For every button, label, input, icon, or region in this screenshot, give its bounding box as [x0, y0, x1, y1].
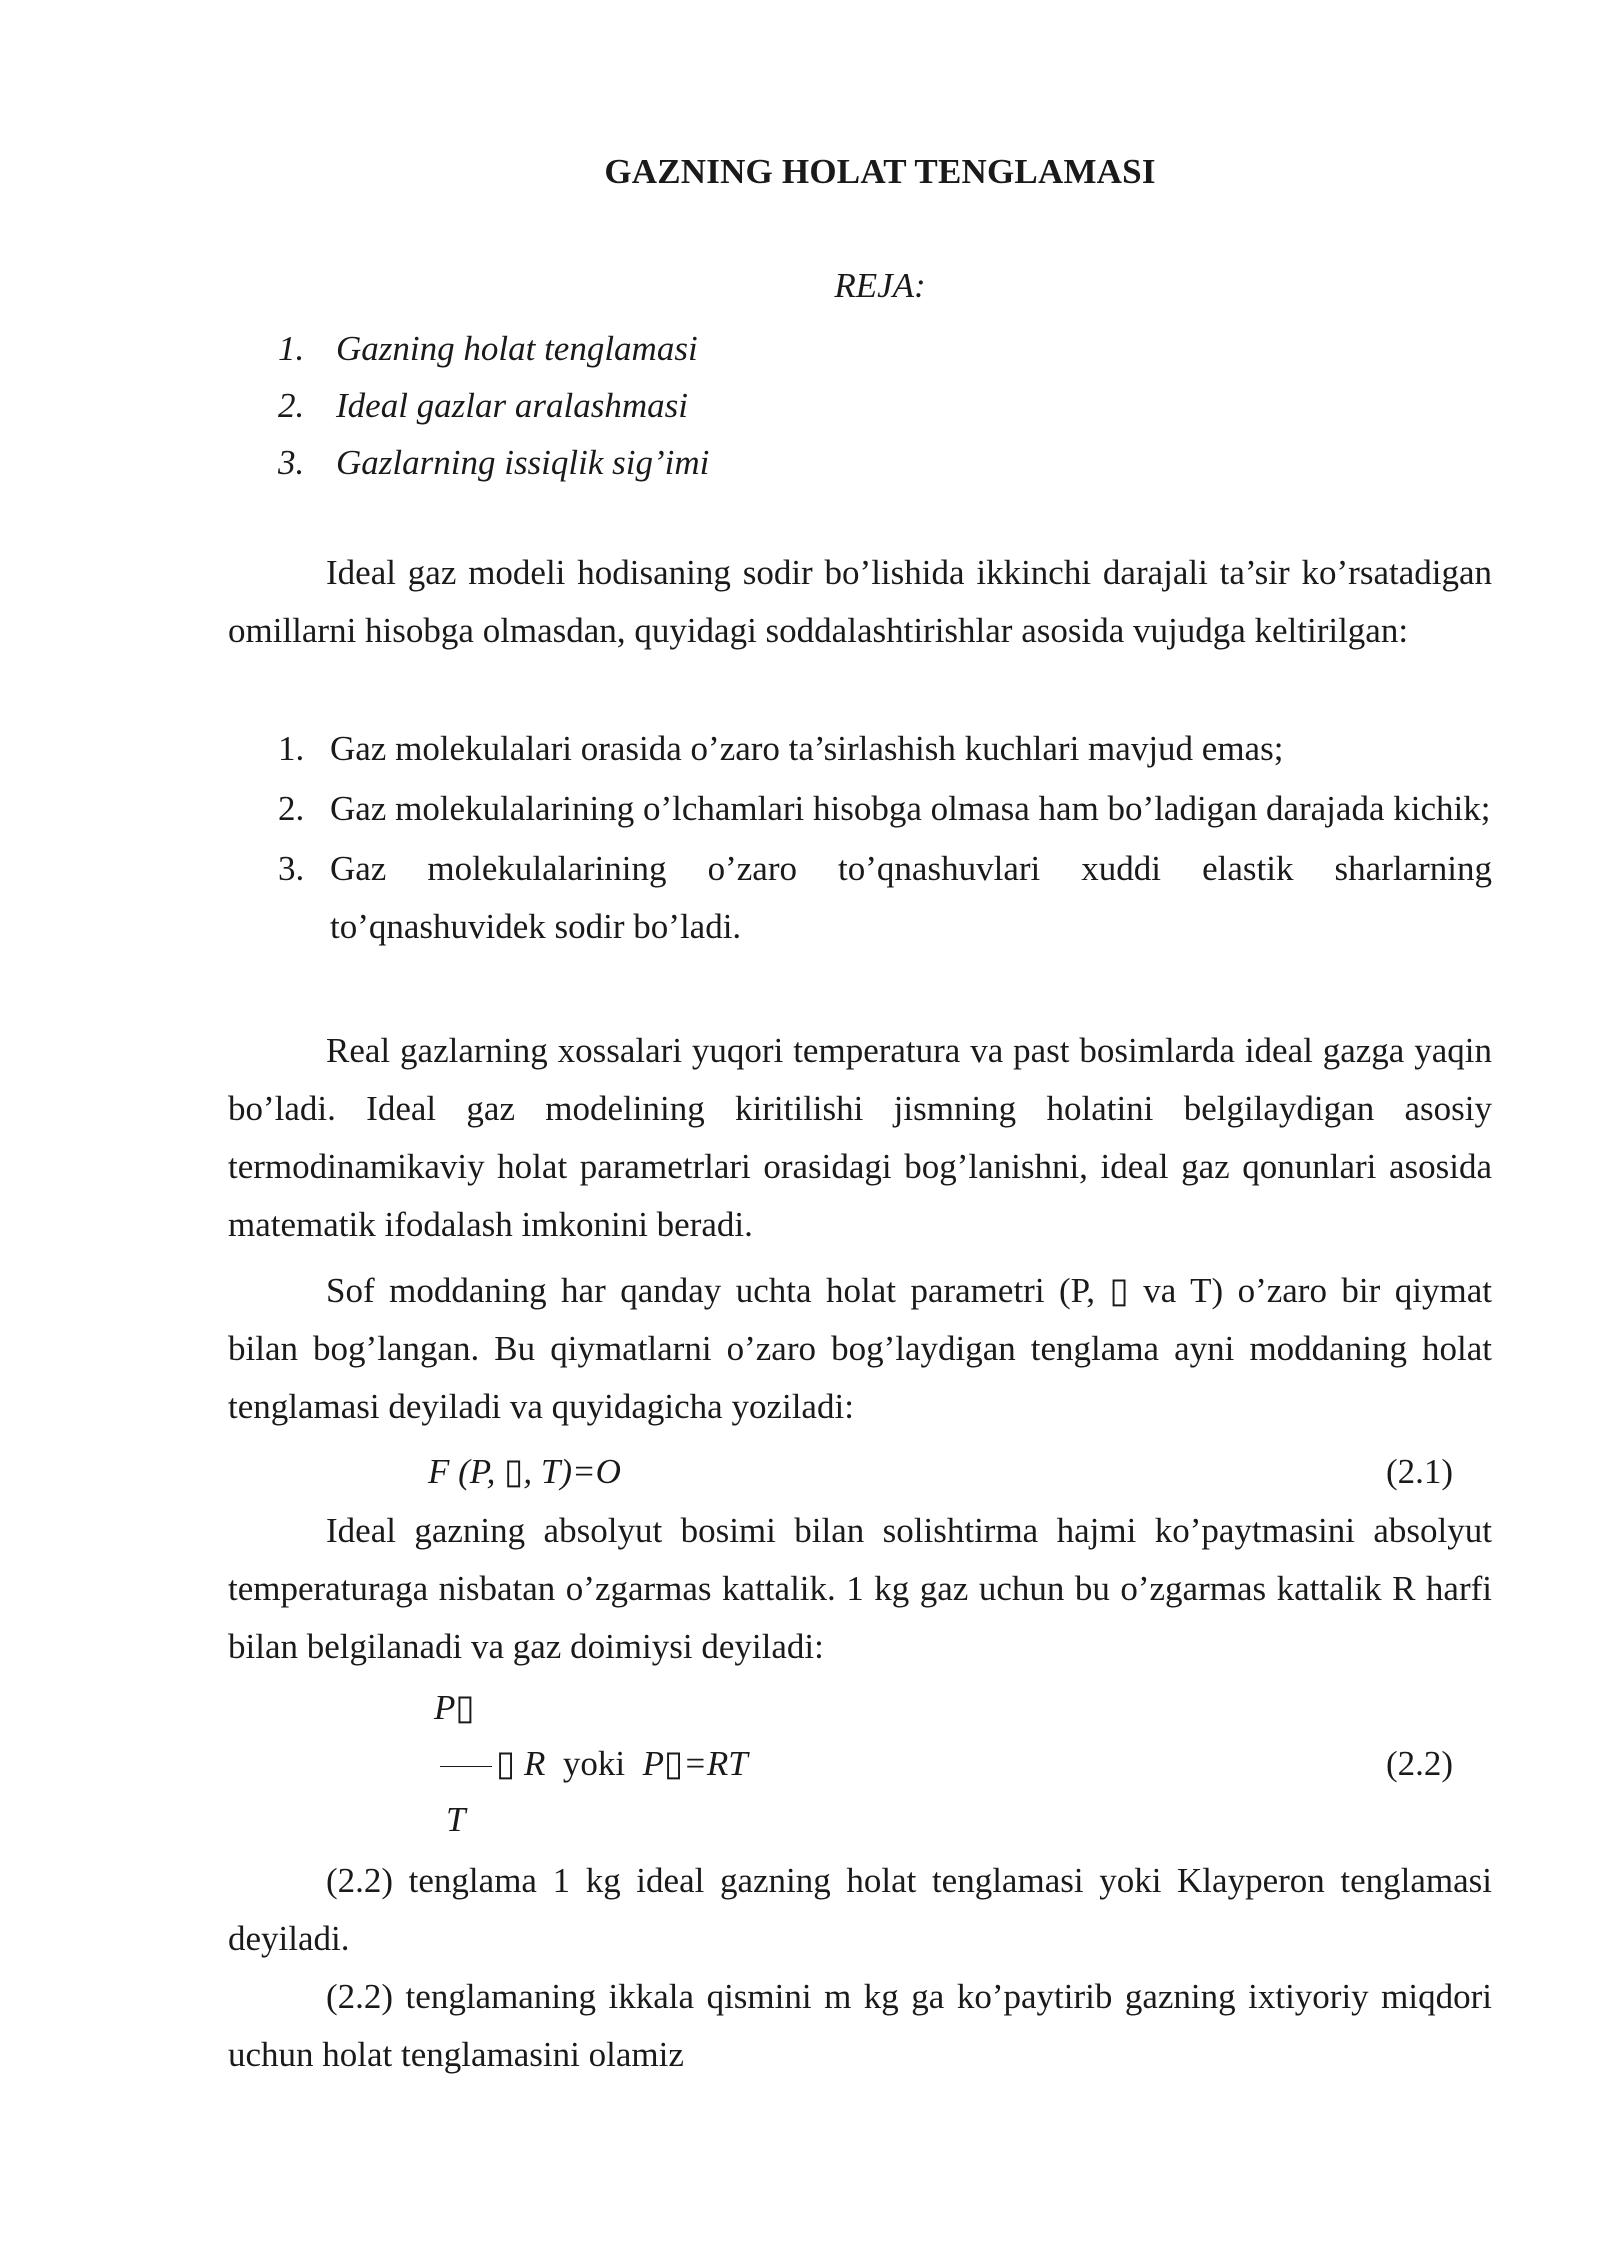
list-item-number: 2.: [278, 789, 305, 828]
fraction-numerator: P▯: [434, 1688, 475, 1727]
plan-list: [278, 320, 709, 491]
paragraph-state-parameters: Sof moddaning har qanday uchta holat parametri (P, ▯ va T) o’zaro bir qiymat bilan bog’langan. Bu qiymatlarni o’zaro bog’laydigan tenglama ayni moddaning holat tenglamasi deyiladi va quyidagicha yoziladi:: [228, 1271, 1492, 1426]
equation-2-1: F (P, ▯, T)=O: [428, 1452, 621, 1491]
plan-item: [278, 434, 709, 491]
equation-conjunction: yoki: [562, 1744, 626, 1783]
list-item-text: Gaz molekulalari orasida o’zaro ta’sirlashish kuchlari mavjud emas;: [330, 729, 1284, 768]
list-item-text: Gaz molekulalarining o’zaro to’qnashuvlari xuddi elastik sharlarning to’qnashuvidek sodir bo’ladi.: [330, 849, 1492, 946]
paragraph-gas-constant: Ideal gazning absolyut bosimi bilan solishtirma hajmi ko’paytmasini absolyut temperaturaga nisbatan o’zgarmas kattalik. 1 kg gaz uchun bu o’zgarmas kattalik R harfi bilan belgilanadi va gaz doimiysi deyiladi:: [228, 1511, 1492, 1666]
plan-item: [278, 320, 709, 377]
plan-item-number: 2.: [278, 386, 305, 425]
plan-item-text: Ideal gazlar aralashmasi: [336, 386, 688, 425]
assumptions-list: [278, 720, 1492, 956]
plan-item-text: Gazning holat tenglamasi: [336, 329, 698, 368]
plan-item-text: Gazlarning issiqlik sig’imi: [336, 443, 710, 482]
fraction-bar: [440, 1766, 492, 1767]
paragraph-intro: Ideal gaz modeli hodisaning sodir bo’lishida ikkinchi darajali ta’sir ko’rsatadigan omillarni hisobga olmasdan, quyidagi soddalashtirishlar asosida vujudga keltirilgan:: [228, 553, 1492, 650]
list-item-number: 1.: [278, 729, 305, 768]
equation-rhs: R: [524, 1744, 546, 1783]
paragraph-clapeyron: (2.2) tenglama 1 kg ideal gazning holat tenglamasi yoki Klayperon tenglamasi deyiladi.: [228, 1861, 1492, 1958]
plan-item-number: 1.: [278, 329, 305, 368]
plan-heading: REJA:: [834, 266, 926, 305]
equation-alternative: P▯=RT: [642, 1744, 748, 1783]
equation-2-2: [440, 1744, 748, 1784]
equation-number: (2.1): [1386, 1452, 1454, 1491]
list-item: [278, 840, 1492, 956]
document-title: GAZNING HOLAT TENGLAMASI: [604, 152, 1156, 191]
paragraph-arbitrary-mass: (2.2) tenglamaning ikkala qismini m kg ga ko’paytirib gazning ixtiyoriy miqdori uchun holat tenglamasini olamiz: [228, 1977, 1492, 2074]
list-item-text: Gaz molekulalarining o’lchamlari hisobga olmasa ham bo’ladigan darajada kichik;: [330, 789, 1491, 828]
plan-item-number: 3.: [278, 443, 305, 482]
equation-sign: ▯: [496, 1744, 516, 1783]
fraction-denominator: T: [446, 1800, 466, 1839]
list-item: [278, 780, 1492, 838]
plan-item: [278, 377, 709, 434]
equation-number: (2.2): [1386, 1744, 1454, 1783]
list-item-number: 3.: [278, 849, 305, 888]
list-item: [278, 720, 1492, 778]
paragraph-real-gases: Real gazlarning xossalari yuqori temperatura va past bosimlarda ideal gazga yaqin bo’ladi. Ideal gaz modelining kiritilishi jismning holatini belgilaydigan asosiy termodinamikaviy holat parametrlari orasidagi bog’lanishni, ideal gaz qonunlari asosida matematik ifodalash imkonini beradi.: [228, 1031, 1492, 1244]
